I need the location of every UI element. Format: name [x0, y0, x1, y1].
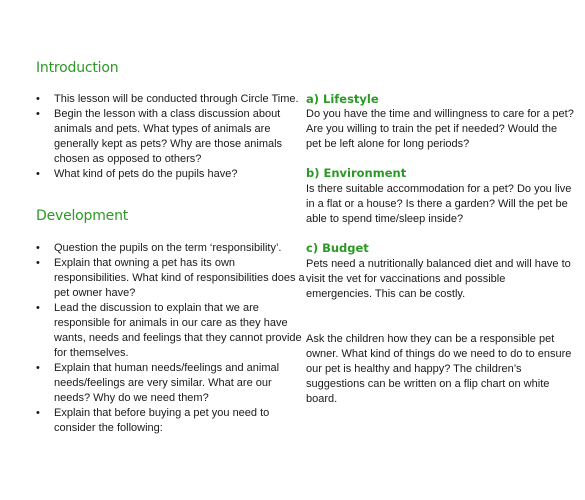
- list-item: • Question the pupils on the term ‘responsibility’.: [36, 241, 306, 256]
- budget-heading: c) Budget: [306, 241, 369, 255]
- introduction-heading: Introduction: [36, 60, 119, 76]
- list-item: • Explain that human needs/feelings and animal needs/feelings are very similar. What are our needs? Why do we need them?: [36, 361, 306, 406]
- list-item: • Explain that before buying a pet you need to consider the following:: [36, 406, 306, 436]
- list-item: • Begin the lesson with a class discussion about animals and pets. What types of animals are generally kept as pets? Why are those animals chosen as opposed to others?: [36, 107, 304, 167]
- introduction-list: [36, 92, 304, 182]
- list-item: • This lesson will be conducted through Circle Time.: [36, 92, 304, 107]
- list-item: • Explain that owning a pet has its own responsibilities. What kind of responsibilities does a pet owner have?: [36, 256, 306, 301]
- environment-text: Is there suitable accommodation for a pet? Do you live in a flat or a house? Is there a garden? Will the pet be able to spend time/sleep inside?: [306, 183, 572, 225]
- lifestyle-heading: a) Lifestyle: [306, 92, 379, 106]
- budget-text: Pets need a nutritionally balanced diet and will have to visit the vet for vaccinations and possible emergencies. This can be costly.: [306, 258, 571, 300]
- list-item: • What kind of pets do the pupils have?: [36, 167, 304, 182]
- environment-heading: b) Environment: [306, 166, 407, 180]
- closing-text: Ask the children how they can be a responsible pet owner. What kind of things do we need to do to ensure our pet is healthy and happy? The children’s suggestions can be written on a flip chart on white board.: [306, 333, 572, 405]
- lifestyle-text: Do you have the time and willingness to care for a pet? Are you willing to train the pet if needed? Would the pet be left alone for long periods?: [306, 108, 574, 150]
- development-heading: Development: [36, 208, 129, 224]
- development-list: [36, 241, 306, 436]
- list-item: • Lead the discussion to explain that we are responsible for animals in our care as they have wants, needs and feelings that they cannot provide for themselves.: [36, 301, 306, 361]
